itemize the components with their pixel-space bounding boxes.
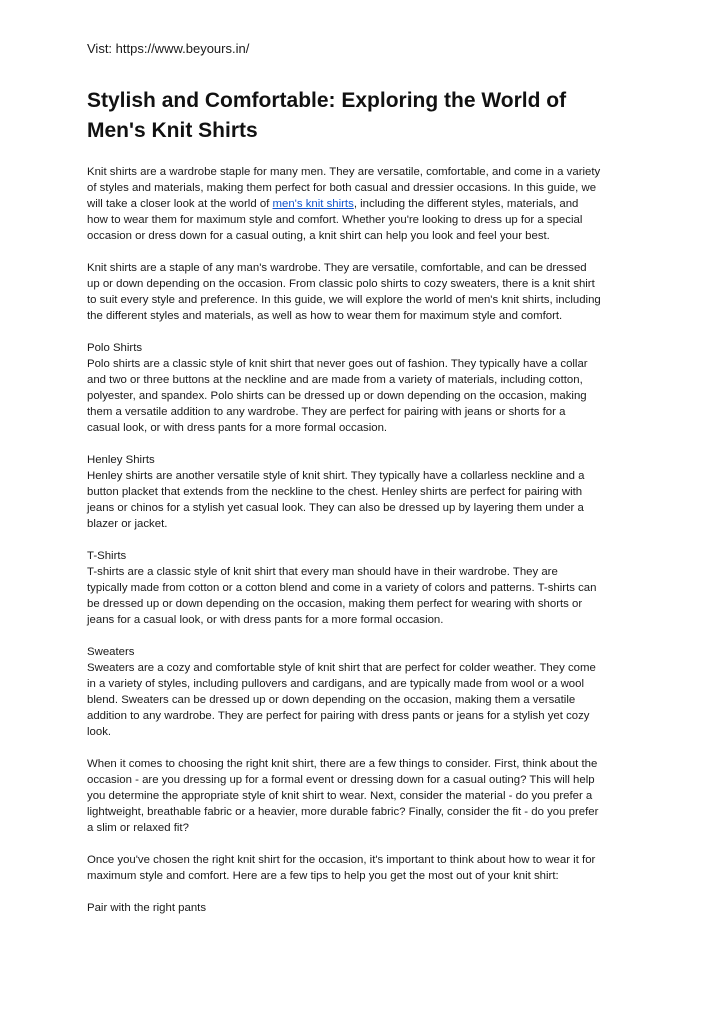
paragraph-line: up or down depending on the occasion. From classic polo shirts to cozy sweaters, there is a knit shirt (87, 278, 595, 290)
section-heading-sweaters: Sweaters (87, 646, 135, 658)
article-title-line-1: Stylish and Comfortable: Exploring the World of (87, 89, 567, 112)
paragraph-line: occasion - are you dressing up for a formal event or dressing down for a casual outing? This will help (87, 774, 595, 786)
text-segment: , including the different styles, materials, and (353, 198, 579, 210)
paragraph-line: Sweaters are a cozy and comfortable style of knit shirt that are perfect for colder weather. They come (87, 662, 596, 674)
paragraph-line: addition to any wardrobe. They are perfect for pairing with dress pants or jeans for a stylish yet cozy (87, 710, 590, 722)
tshirts-section (87, 548, 635, 628)
paragraph-line: Henley shirts are another versatile style of knit shirt. They typically have a collarless neckline and a (87, 470, 585, 482)
choosing-paragraph (87, 756, 635, 836)
paragraph-line: blazer or jacket. (87, 518, 168, 530)
paragraph-line: jeans for a casual look, or with dress pants for a more formal occasion. (87, 614, 444, 626)
henley-section (87, 452, 635, 532)
staple-paragraph (87, 260, 635, 324)
paragraph-line: casual look, or with dress pants for a more formal occasion. (87, 422, 388, 434)
paragraph-line: in a variety of styles, including pullovers and cardigans, and are typically made from wool or a wool (87, 678, 585, 690)
paragraph-line: jeans or chinos for a stylish yet casual look. They can also be dressed up by layering them under a (87, 502, 584, 514)
paragraph-line: Once you've chosen the right knit shirt for the occasion, it's important to think about how to wear it for (87, 854, 596, 866)
tip-heading: Pair with the right pants (87, 902, 207, 914)
paragraph-line: and two or three buttons at the neckline and are made from a variety of materials, including cotton, (87, 374, 583, 386)
paragraph-line: lightweight, breathable fabric or a heavier, more durable fabric? Finally, consider the fit - do you prefer (87, 806, 599, 818)
paragraph-line: T-shirts are a classic style of knit shirt that every man should have in their wardrobe. They are (87, 566, 558, 578)
sweaters-section (87, 644, 635, 740)
paragraph-line: occasion or dress down for a casual outing, a knit shirt can help you look and feel your best. (87, 230, 550, 242)
paragraph-line: Polo shirts are a classic style of knit shirt that never goes out of fashion. They typically have a collar (87, 358, 588, 370)
paragraph-line: of styles and materials, making them perfect for both casual and dressier occasions. In this guide, we (87, 182, 597, 194)
paragraph-line: look. (87, 726, 112, 738)
paragraph-line: Knit shirts are a wardrobe staple for many men. They are versatile, comfortable, and come in a variety (87, 166, 601, 178)
article-title-line-2: Men's Knit Shirts (87, 119, 258, 142)
section-heading-tshirts: T-Shirts (87, 550, 127, 562)
paragraph-line: polyester, and spandex. Polo shirts can be dressed up or down depending on the occasion, making (87, 390, 587, 402)
paragraph-line (87, 196, 635, 212)
paragraph-line: to suit every style and preference. In this guide, we will explore the world of men's knit shirts, including (87, 294, 601, 306)
document-page (87, 40, 635, 932)
paragraph-line: When it comes to choosing the right knit shirt, there are a few things to consider. First, think about the (87, 758, 598, 770)
paragraph-line: Knit shirts are a staple of any man's wardrobe. They are versatile, comfortable, and can be dressed (87, 262, 587, 274)
paragraph-line: maximum style and comfort. Here are a few tips to help you get the most out of your knit shirt: (87, 870, 559, 882)
paragraph-line: a slim or relaxed fit? (87, 822, 189, 834)
wearing-paragraph (87, 852, 635, 884)
paragraph-line: typically made from cotton or a cotton blend and come in a variety of colors and patterns. T-shirts can (87, 582, 597, 594)
paragraph-line: you determine the appropriate style of knit shirt to wear. Next, consider the material - do you prefer a (87, 790, 593, 802)
paragraph-line: how to wear them for maximum style and comfort. Whether you're looking to dress up for a special (87, 214, 583, 226)
article-title (87, 86, 635, 146)
paragraph-line: the different styles and materials, as well as how to wear them for maximum style and comfort. (87, 310, 563, 322)
polo-section (87, 340, 635, 436)
section-heading-henley: Henley Shirts (87, 454, 155, 466)
paragraph-line: be dressed up or down depending on the occasion, making them perfect for wearing with shorts or (87, 598, 583, 610)
text-segment: will take a closer look at the world of (87, 198, 273, 210)
visit-url-text: Vist: https://www.beyours.in/ (87, 41, 250, 56)
paragraph-line: button placket that extends from the neckline to the chest. Henley shirts are perfect for pairing with (87, 486, 583, 498)
paragraph-line: blend. Sweaters can be dressed up or down depending on the occasion, making them a versatile (87, 694, 576, 706)
paragraph-line: them a versatile addition to any wardrobe. They are perfect for pairing with jeans or shorts for a (87, 406, 566, 418)
intro-paragraph (87, 164, 635, 244)
mens-knit-shirts-link[interactable]: men's knit shirts (272, 198, 354, 210)
section-heading-polo: Polo Shirts (87, 342, 143, 354)
tip-pair-pants (87, 900, 635, 916)
